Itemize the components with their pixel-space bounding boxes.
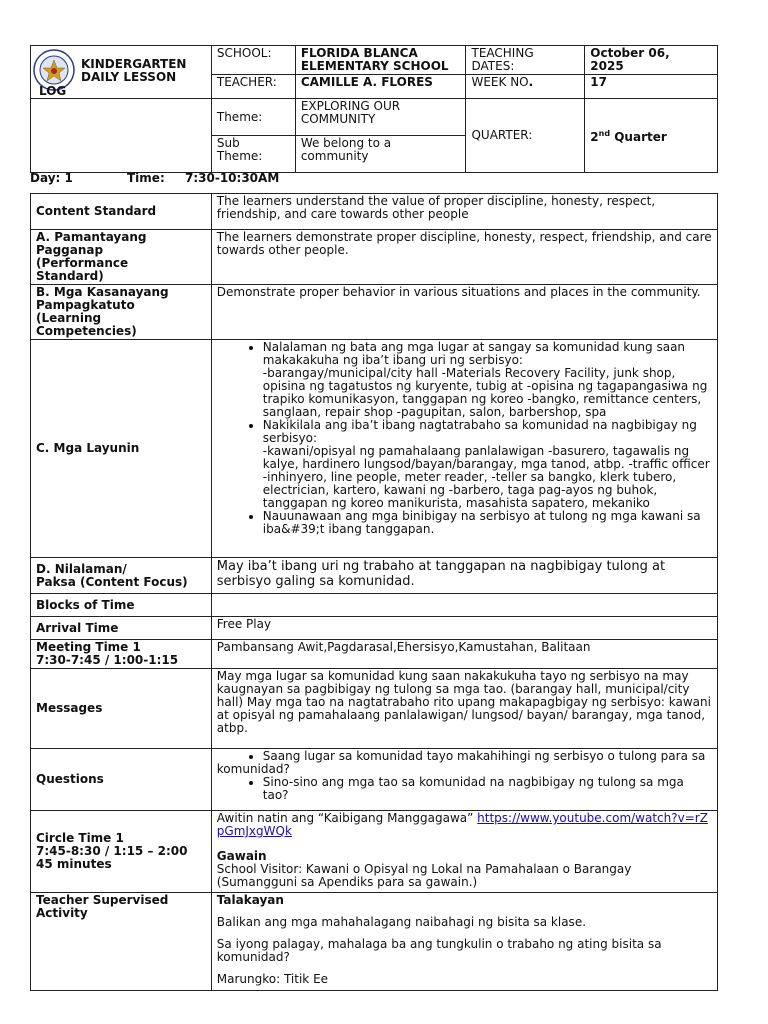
- theme-value: EXPLORING OUR COMMUNITY: [295, 99, 466, 136]
- questions-content: [211, 749, 717, 811]
- arrival-time-label: Arrival Time: [31, 617, 212, 640]
- youtube-link[interactable]: https://www.youtube.com/watch?v=rZpGmJxgWQk: [216, 811, 708, 838]
- teaching-dates-label: TEACHING DATES:: [466, 46, 585, 75]
- table-row: [31, 230, 718, 285]
- week-value: 17: [585, 75, 718, 99]
- subtheme-label: Sub Theme:: [211, 136, 295, 173]
- table-row: [31, 617, 718, 640]
- list-item: • Sino-sino ang mga tao sa komunidad na nagbibigay ng tulong sa mga tao?: [263, 776, 712, 802]
- circle-time-label: Circle Time 1 7:45-8:30 / 1:15 – 2:00 45 minutes: [31, 811, 212, 893]
- subtheme-value: We belong to a community: [295, 136, 466, 173]
- performance-standard-text: The learners demonstrate proper discipline, honesty, respect, friendship, and care towards other people.: [211, 230, 717, 285]
- teacher-label: TEACHER:: [211, 75, 295, 99]
- circle-time-content: [211, 811, 717, 893]
- supervised-p3: Marungko: Titik Ee: [216, 972, 329, 986]
- blocks-of-time-text: [211, 594, 717, 617]
- title-line-3: LOG: [39, 84, 67, 98]
- supervised-p2: Sa iyong palagay, mahalaga ba ang tungkulin o trabaho ng ating bisita sa komunidad?: [216, 937, 662, 964]
- table-row: [31, 594, 718, 617]
- list-item: • Saang lugar sa komunidad tayo makahihingi ng serbisyo o tulong para sa: [263, 750, 712, 763]
- list-item: • Nakikilala ang iba’t ibang nagtatrabaho sa komunidad na nagbibigay ng serbisyo: -kawani/opisyal ng pamahalaang panlalawigan -basurero, tagawalis ng kalye, hardinero lungsod/bayan/barangay, mga tanod, atbp. -traffic officer -inhinyero, line people, meter reader, -teller sa bangko, klerk tubero, electrician, kartero, kawani ng -barbero, taga pag-ayos ng buhok, tanggapan ng koreo manikurista, masahista sapatero, mekaniko: [263, 419, 712, 510]
- title-line-1: KINDERGARTEN: [81, 57, 187, 71]
- list-item: • Nauunawaan ang mga binibigay na serbisyo at tulong ng mga kawani sa iba&#39;t ibang tanggapan.: [263, 510, 712, 536]
- meeting-time-text: Pambansang Awit,Pagdarasal,Ehersisyo,Kamustahan, Balitaan: [211, 640, 717, 669]
- day-label: Day: 1: [30, 171, 73, 185]
- competencies-text: Demonstrate proper behavior in various situations and places in the community.: [211, 285, 717, 340]
- header-table: [30, 45, 718, 173]
- content-standard-label: Content Standard: [31, 194, 212, 230]
- nilalaman-text: May iba’t ibang uri ng trabaho at tanggapan na nagbibigay tulong at serbisyo galing sa komunidad.: [211, 558, 717, 594]
- gawain-title: Gawain: [216, 849, 267, 863]
- table-row: [31, 640, 718, 669]
- theme-label: Theme:: [211, 99, 295, 136]
- table-row: [31, 669, 718, 749]
- time-label: Time:: [127, 171, 165, 185]
- arrival-time-text: Free Play: [211, 617, 717, 640]
- teaching-dates-value: October 06, 2025: [585, 46, 718, 75]
- blocks-of-time-label: Blocks of Time: [31, 594, 212, 617]
- meeting-time-label: Meeting Time 1 7:30-7:45 / 1:00-1:15: [31, 640, 212, 669]
- supervised-activity-label: Teacher Supervised Activity: [31, 893, 212, 991]
- table-row: [31, 340, 718, 558]
- content-standard-text: The learners understand the value of proper discipline, honesty, respect, friendship, and care towards other people: [211, 194, 717, 230]
- header-blank-cell: [31, 99, 212, 173]
- time-value: 7:30-10:30AM: [185, 171, 280, 185]
- talakayan-title: Talakayan: [216, 893, 284, 907]
- supervised-activity-content: [211, 893, 717, 991]
- week-label: WEEK NO.: [466, 75, 585, 99]
- song-text: Awitin natin ang “Kaibigang Manggagawa”: [216, 811, 478, 825]
- list-item: • Nalalaman ng bata ang mga lugar at sangay sa komunidad kung saan makakakuha ng iba’t ibang uri ng serbisyo: -barangay/municipal/city hall -Materials Recovery Facility, junk shop, opisina ng tagatustos ng kuryente, tubig at -opisina ng tagapangasiwa ng trapiko komunikasyon, tanggapan ng koreo -bangko, remittance centers, sanglaan, repair shop -pagupitan, salon, barbershop, spa: [263, 341, 712, 419]
- question-continuation: komunidad?: [216, 762, 290, 776]
- title-cell: [31, 46, 212, 99]
- gawain-text: School Visitor: Kawani o Opisyal ng Lokal na Pamahalaan o Barangay (Sumangguni sa Apendiks para sa gawain.): [216, 862, 632, 889]
- questions-label: Questions: [31, 749, 212, 811]
- table-row: [31, 285, 718, 340]
- table-row: [31, 558, 718, 594]
- messages-text: May mga lugar sa komunidad kung saan nakakukuha tayo ng serbisyo na may kaugnayan sa pagbibigay ng tulong sa mga tao. (barangay hall, municipal/city hall) May mga tao na nagtatrabaho rito upang makapagbigay ng serbisyo: kawani at opisyal ng pamahalaang panlalawigan/ lungsod/ bayan/ barangay, mga tanod, atbp.: [211, 669, 717, 749]
- lesson-table: [30, 193, 718, 991]
- table-row: [31, 893, 718, 991]
- title-line-2: DAILY LESSON: [81, 70, 177, 84]
- school-value: FLORIDA BLANCA ELEMENTARY SCHOOL: [295, 46, 466, 75]
- table-row: [31, 811, 718, 893]
- quarter-label: QUARTER:: [466, 99, 585, 173]
- nilalaman-label: D. Nilalaman/ Paksa (Content Focus): [31, 558, 212, 594]
- messages-label: Messages: [31, 669, 212, 749]
- layunin-content: [211, 340, 717, 558]
- layunin-label: C. Mga Layunin: [31, 340, 212, 558]
- competencies-label: B. Mga Kasanayang Pampagkatuto (Learning Competencies): [31, 285, 212, 340]
- school-label: SCHOOL:: [211, 46, 295, 75]
- table-row: [31, 749, 718, 811]
- quarter-value: 2nd Quarter: [585, 99, 718, 173]
- table-row: [31, 194, 718, 230]
- performance-standard-label: A. Pamantayang Pagganap (Performance Standard): [31, 230, 212, 285]
- teacher-value: CAMILLE A. FLORES: [295, 75, 466, 99]
- supervised-p1: Balikan ang mga mahahalagang naibahagi ng bisita sa klase.: [216, 915, 587, 929]
